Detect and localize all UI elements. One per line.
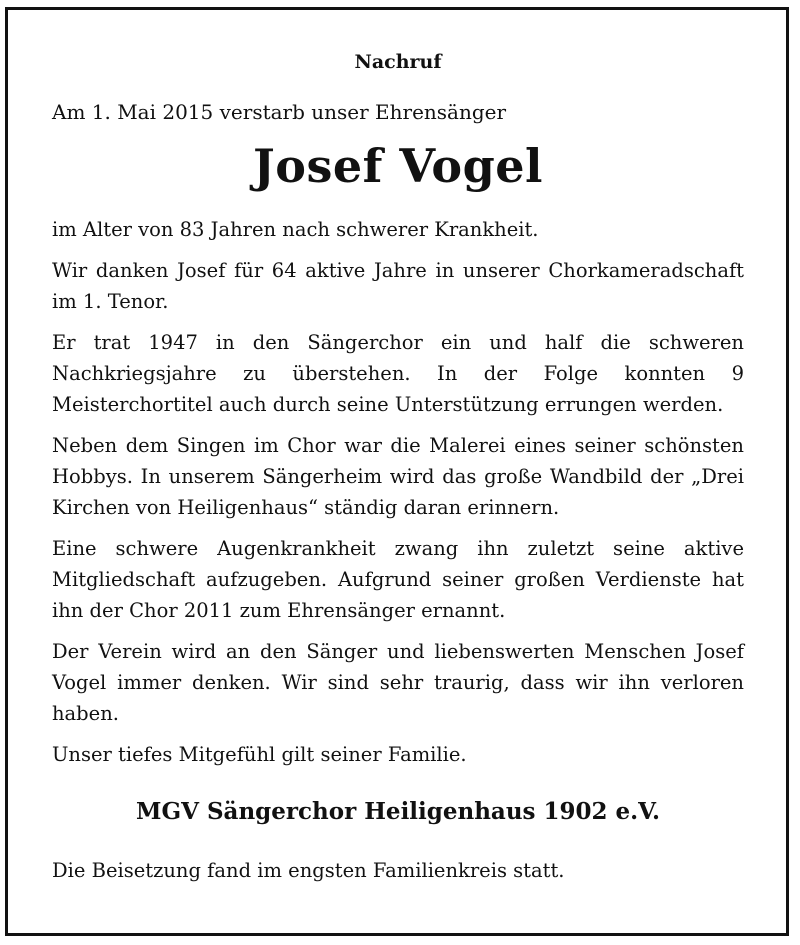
burial-note: Die Beisetzung fand im engsten Familienkreis statt. (52, 859, 565, 882)
deceased-name: Josef Vogel (253, 139, 543, 193)
paragraph-hobby: Neben dem Singen im Chor war die Malerei eines seiner schönsten Hobbys. In unserem Sängerheim wird das große Wandbild der „Drei Kirchen von Heiligenhaus“ ständig daran erinnern. (52, 434, 744, 519)
club-signature: MGV Sängerchor Heiligenhaus 1902 e.V. (135, 798, 661, 825)
obituary-notice (52, 48, 744, 886)
paragraph-remembrance: Der Verein wird an den Sänger und liebenswerten Menschen Josef Vogel immer denken. Wir sind sehr traurig, dass wir ihn verloren haben. (52, 640, 744, 725)
intro-line: Am 1. Mai 2015 verstarb unser Ehrensänger (52, 100, 507, 124)
notice-heading: Nachruf (354, 51, 442, 73)
paragraph-history: Er trat 1947 in den Sängerchor ein und half die schweren Nachkriegsjahre zu überstehen. In der Folge konnten 9 Meisterchortitel auch durch seine Unterstützung errungen werden. (52, 331, 744, 416)
paragraph-illness: Eine schwere Augenkrankheit zwang ihn zuletzt seine aktive Mitgliedschaft aufzugeben. Aufgrund seiner großen Verdienste hat ihn der Chor 2011 zum Ehrensänger ernannt. (52, 537, 744, 622)
paragraph-age: im Alter von 83 Jahren nach schwerer Krankheit. (52, 218, 539, 241)
paragraph-thanks: Wir danken Josef für 64 aktive Jahre in unserer Chorkameradschaft im 1. Tenor. (52, 259, 744, 313)
paragraph-condolence: Unser tiefes Mitgefühl gilt seiner Familie. (52, 743, 467, 766)
